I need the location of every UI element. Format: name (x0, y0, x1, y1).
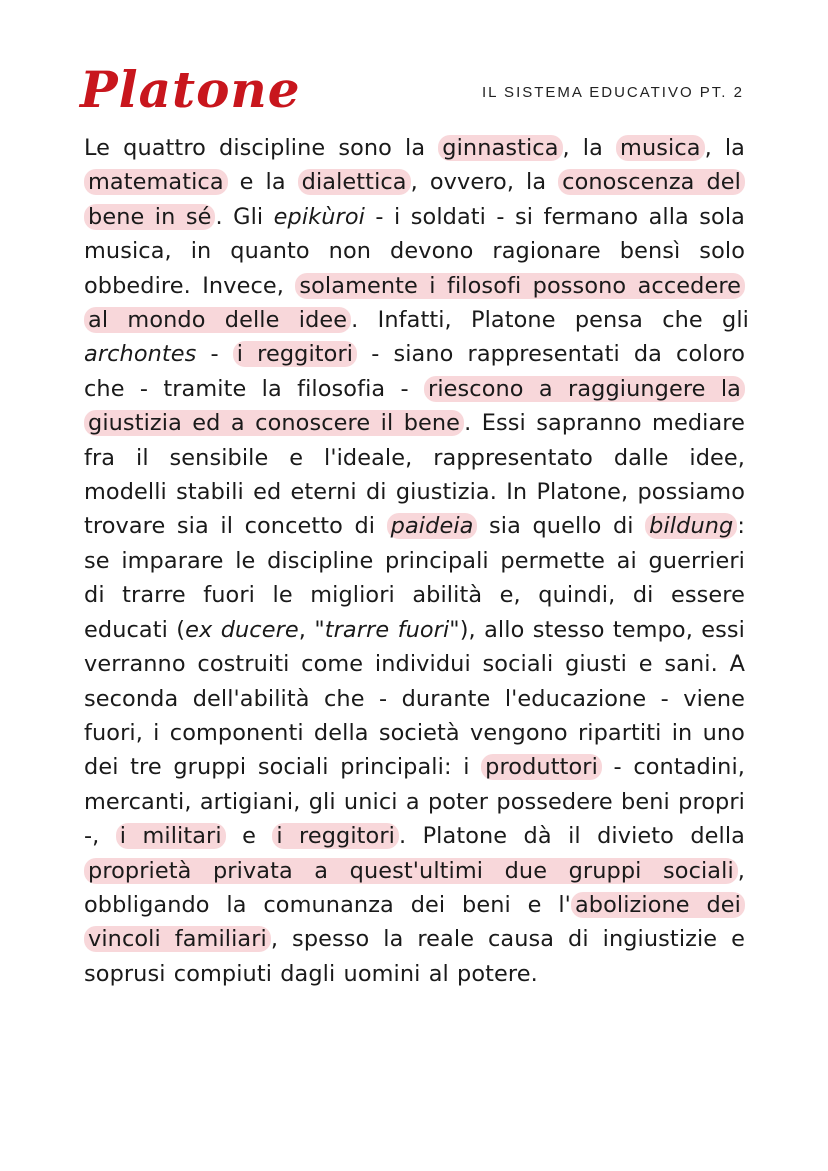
highlight-riescono-a-raggiungere: riescono a raggiungere la giustizia ed a conoscere il bene (84, 376, 745, 436)
page-subtitle: IL SISTEMA EDUCATIVO PT. 2 (481, 84, 744, 101)
text-segment: , " (298, 616, 325, 643)
highlight-musica: musica (616, 135, 705, 161)
highlight-i-reggitori: i reggitori (233, 341, 357, 367)
highlight-solamente-i-filosofi: solamente i filosofi possono accedere al mondo delle idee (84, 273, 745, 333)
highlight-produttori: produttori (481, 754, 602, 780)
page-title: Platone (80, 60, 301, 119)
italic-trarre-fuori: trarre fuori (324, 616, 450, 643)
text-segment: . Gli (215, 203, 274, 230)
highlight-bildung: bildung (645, 513, 737, 539)
text-segment: , obbligando la comunanza dei beni e l' (84, 857, 745, 918)
text-segment: , spesso la reale causa di ingiustizie e soprusi compiuti dagli uomini al potere. (84, 926, 746, 987)
highlight-matematica: matematica (84, 169, 228, 195)
text-segment: . Infatti, Platone pensa che gli (351, 307, 749, 334)
text-segment: , ovvero, la (410, 169, 559, 196)
highlight-dialettica: dialettica (298, 169, 411, 195)
text-segment: - siano rappresentati da coloro che - tramite la filosofia - (84, 341, 745, 402)
italic-epikuroi: epikùroi (273, 203, 365, 230)
text-segment: , la (704, 135, 745, 161)
text-segment: "), allo stesso tempo, essi verranno costruiti come individui sociali giusti e sani. A seconda dell'abilità che - durante l'educazione - viene fuori, i componenti della società vengono ripartiti in uno dei tre gruppi sociali principali: i (84, 616, 745, 781)
highlight-abolizione-vincoli: abolizione dei vincoli familiari (84, 892, 745, 952)
text-segment: , la (562, 135, 617, 161)
text-segment: sia quello di (477, 513, 646, 540)
text-segment: . Essi sapranno mediare fra il sensibile e l'ideale, rappresentato dalle idee, modelli stabili ed eterni di giustizia. In Platone, possiamo trovare sia il concetto di (84, 410, 745, 540)
text-segment: e (225, 823, 273, 850)
text-segment: - contadini, mercanti, artigiani, gli unici a poter possedere beni propri -, (84, 754, 745, 850)
body-paragraph (84, 131, 749, 991)
highlight-i-militari: i militari (116, 823, 226, 849)
text-segment: - i soldati - si fermano alla sola musica, in quanto non devono ragionare bensì solo obbedire. Invece, (84, 203, 746, 299)
text-segment: : se imparare le discipline principali permette ai guerrieri di trarre fuori le migliori abilità e, quindi, di essere educati ( (84, 513, 745, 643)
text-segment: . Platone dà il divieto della (398, 823, 745, 850)
highlight-proprieta-privata: proprietà privata a quest'ultimi due gruppi sociali (84, 858, 738, 884)
highlight-i-reggitori-2: i reggitori (272, 823, 399, 849)
italic-ex-ducere: ex ducere (185, 616, 299, 643)
highlight-conoscenza-del-bene: conoscenza del bene in sé (84, 169, 745, 229)
italic-archontes: archontes (84, 341, 197, 368)
highlight-ginnastica: ginnastica (438, 135, 562, 161)
text-segment: e la (227, 169, 298, 196)
highlight-paideia: paideia (387, 513, 478, 539)
text-segment: Le quattro discipline sono la (84, 135, 439, 161)
text-segment: - (196, 341, 233, 368)
